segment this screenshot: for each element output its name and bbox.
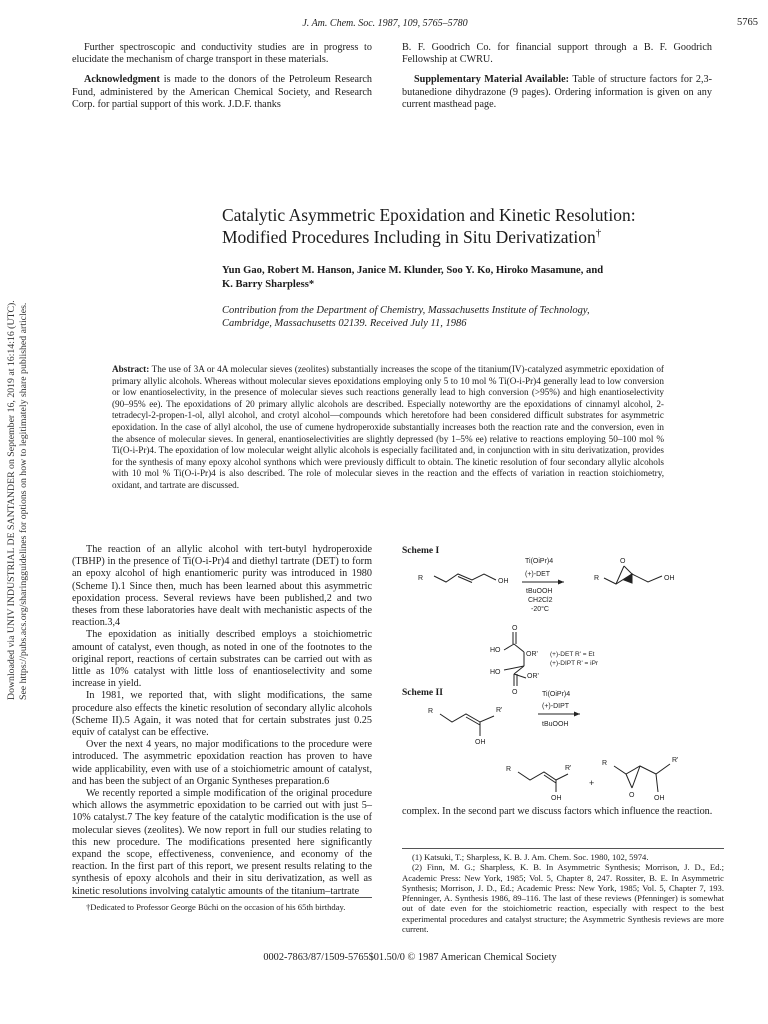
scheme-1-oh-left: OH	[498, 578, 509, 585]
footnote-2: (2) Finn, M. G.; Sharpless, K. B. In Asymmetric Synthesis; Morrison, J. D., Ed.; Academic Press: New York, 1985; Vol. 5, Chapter 8, 247. Rossiter, B. E. In Asymmetric Synthesis; Morrison, J. D., Ed.; Academic Press: New York, 1985; Vol. 5, Chapter 7, 193. Pfenninger, A. Synthesis 1986, 89–116. The last of these reviews (Pfenninger) is somewhat out of date even for the stoichiometric reaction, especially with respect to the best experimental procedures and catalyst structure; the Asymmetric Synthesis reviews are more current.	[402, 862, 724, 935]
scheme-2-oh-left: OH	[475, 739, 486, 746]
supplementary-heading: Supplementary Material Available:	[414, 74, 570, 86]
supplementary-paragraph	[402, 74, 712, 111]
tartrate-or-bottom: OR'	[527, 673, 539, 680]
affiliation	[222, 304, 722, 330]
dedication-dagger: †	[595, 227, 602, 240]
previous-article-end-left	[72, 42, 372, 119]
page-number: 5765	[737, 17, 758, 28]
scheme-1-reagent-ti: Ti(OiPr)4	[525, 558, 554, 565]
scheme-1-oh-right: OH	[664, 575, 675, 582]
body-paragraph-3: In 1981, we reported that, with slight modifications, the same procedure also effects the kinetic resolution of secondary allylic alcohols (Scheme II).5 Again, it was noted that for certain substrates just 0.25 equiv of catalyst can be effective.	[72, 690, 372, 739]
authors-line1: Yun Gao, Robert M. Hanson, Janice M. Klunder, Soo Y. Ko, Hiroko Masamune, and	[222, 265, 604, 276]
author-list	[222, 264, 712, 292]
previous-article-paragraph: Further spectroscopic and conductivity studies are in progress to elucidate the mechanism of charge transport in these materials.	[72, 42, 372, 66]
body-paragraph-5: We recently reported a simple modification of the original procedure which allows the asymmetric epoxidation to be carried out with just 5–10% catalyst.7 The key feature of the catalytic modification is the use of molecular sieves (zeolites). We now report in full our studies relating to this new procedure. The modifications presented here significantly expand the scope, effectiveness, convenience, and economy of the reaction. In the first part of this report, we present results relating to the synthesis of epoxy alcohols and their in situ derivatization, as well as kinetic resolutions involving catalytic amounts of the titanium–tartrate	[72, 788, 372, 897]
body-paragraph-4: Over the next 4 years, no major modifications to the procedure were introduced. The asymmetric epoxidation reaction has proven to have wide applicability, even with use of a stoichiometric amount of catalyst, and has been the subject of an Organic Syntheses preparation.6	[72, 739, 372, 787]
scheme-2-product-1-r: R	[506, 766, 512, 773]
download-notice	[6, 300, 29, 700]
scheme-2-arrowhead	[574, 712, 580, 717]
authors-line2: K. Barry Sharpless*	[222, 279, 315, 290]
tartrate-ho-bottom: HO	[490, 669, 501, 676]
fellowship-paragraph: B. F. Goodrich Co. for financial support through a B. F. Goodrich Fellowship at CWRU.	[402, 42, 712, 66]
footnotes	[402, 848, 724, 934]
scheme-1-epoxide-o: O	[620, 558, 626, 565]
scheme-2-product-2-oh: OH	[654, 795, 665, 802]
body-paragraph-1: The reaction of an allylic alcohol with tert-butyl hydroperoxide (TBHP) in the presence of Ti(O-i-Pr)4 and diethyl tartrate (DET) to form an epoxy alcohol of high enantiomeric purity was introduced in 1980 (Scheme I).1 Since then, much has been learned about this asymmetric epoxidation process. Several reviews have been published,2 and two theses from these laboratories have dealt with mechanistic aspects of the reaction.3,4	[72, 544, 372, 629]
scheme-2-product-1	[518, 772, 568, 792]
scheme-2-rprime-left: R'	[496, 707, 503, 714]
scheme-2-product-1-rprime: R'	[565, 765, 572, 772]
scheme-2-product-1-oh: OH	[551, 795, 562, 802]
reaction-schemes	[400, 552, 720, 802]
abstract	[112, 364, 664, 492]
download-notice-line2: See https://pubs.acs.org/sharingguidelines for options on how to legitimately share published articles.	[18, 302, 29, 700]
scheme-2-product-2-rprime: R'	[672, 757, 679, 764]
footnote-1: (1) Katsuki, T.; Sharpless, K. B. J. Am. Chem. Soc. 1980, 102, 5974.	[412, 852, 649, 862]
scheme-2-substrate	[440, 714, 494, 736]
article-title-line1: Catalytic Asymmetric Epoxidation and Kinetic Resolution:	[222, 205, 636, 225]
scheme-2-product-2-r: R	[602, 760, 608, 767]
tartrate-o-bottom: O	[512, 689, 518, 696]
scheme-2-plus: +	[589, 778, 595, 788]
scheme-2-product-2-o: O	[629, 792, 635, 799]
scheme-1-r-right: R	[594, 575, 600, 582]
acknowledgment-text: is made to the donors of the Petroleum Research Fund, administered by the American Chemical Society, and Research Corp. for partial support of this work. J.D.F. thanks	[72, 74, 373, 110]
scheme-2-label: Scheme II	[402, 688, 443, 698]
tartrate-dipt-label: (+)-DIPT R' = iPr	[550, 660, 599, 667]
scheme-1-reagent-solvent: CH2Cl2	[528, 597, 553, 604]
scheme-2-reagent-ti: Ti(OiPr)4	[542, 691, 571, 698]
previous-article-end-right	[402, 42, 712, 119]
article-title-line2: Modified Procedures Including in Situ Derivatization	[222, 227, 596, 247]
tartrate-or-top: OR'	[526, 651, 538, 658]
affiliation-line2: Cambridge, Massachusetts 02139. Received July 11, 1986	[222, 318, 467, 329]
dedication-footnote: †Dedicated to Professor George Büchi on the occasion of his 65th birthday.	[72, 897, 372, 912]
scheme-2-r-left: R	[428, 708, 434, 715]
scheme-2-product-2	[614, 764, 670, 792]
acknowledgment-paragraph	[72, 74, 372, 111]
tartrate-structure	[504, 632, 526, 686]
affiliation-line1: Contribution from the Department of Chemistry, Massachusetts Institute of Technology,	[222, 305, 590, 316]
scheme-1-arrowhead	[558, 580, 564, 585]
scheme-1-reagent-det: (+)-DET	[525, 571, 551, 578]
tartrate-o-top: O	[512, 625, 518, 632]
scheme-1-label: Scheme I	[402, 546, 440, 556]
running-header: J. Am. Chem. Soc. 1987, 109, 5765–5780	[302, 18, 468, 29]
acknowledgment-heading: Acknowledgment	[84, 74, 160, 86]
right-column-text: complex. In the second part we discuss factors which influence the reaction.	[402, 806, 713, 817]
abstract-text: The use of 3A or 4A molecular sieves (zeolites) substantially increases the scope of the titanium(IV)-catalyzed asymmetric epoxidation of primary allylic alcohols. Whereas without molecular sieves epoxidations employing only 5 to 10 mol % Ti(O-i-Pr)4 generally lead to low conversion or low enantioselectivity, in the presence of molecular sieves such reactions generally lead to high conversion (>95%) and high enantioselectivity (90–95% ee). The epoxidations of 20 primary allylic alcohols are described. Especially noteworthy are the epoxidations of cinnamyl alcohol, 2-tetradecyl-2-propen-1-ol, allyl alcohol, and crotyl alcohol—compounds which heretofore had been considered difficult substrates for asymmetric epoxidation. In the case of allyl alcohol, the use of cumene hydroperoxide substantially increases both the reaction rate and the conversion, even in the absence of molecular sieves. In general, enantioselectivities are slightly depressed (by 1–5% ee) relative to reactions employing 50–100 mol % Ti(O-i-Pr)4. The epoxidation of low molecular weight allylic alcohols is especially facilitated and, in conjunction with in situ derivatization, provides for the synthesis of many epoxy alcohol synthons which were previously difficult to obtain. The kinetic resolution of four secondary allylic alcohols with 10 mol % Ti(O-i-Pr)4 is also described. The role of molecular sieves in the reaction and the effects of variation in reaction stoichiometry, oxidant, and tartrate are discussed.	[112, 364, 664, 490]
scheme-1-epoxide-product	[604, 566, 662, 584]
tartrate-det-label: (+)-DET R' = Et	[550, 651, 595, 658]
body-left-column	[72, 544, 372, 898]
scheme-1-r-left: R	[418, 575, 424, 582]
download-notice-line1: Downloaded via UNIV INDUSTRIAL DE SANTANDER on September 16, 2019 at 16:14:16 (UTC).	[6, 300, 17, 700]
abstract-label: Abstract:	[112, 364, 150, 374]
tartrate-ho-top: HO	[490, 647, 501, 654]
copyright-line: 0002-7863/87/1509-5765$01.50/0 © 1987 American Chemical Society	[263, 952, 557, 963]
scheme-1-substrate	[434, 574, 496, 583]
scheme-1-reagent-temp: -20°C	[531, 606, 549, 613]
scheme-2-reagent-tbhp: tBuOOH	[542, 721, 569, 728]
body-paragraph-2: The epoxidation as initially described employs a stoichiometric amount of catalyst, even though, as noted in one of the footnotes to the original report, reactions of certain substrates can be carried out with as little as 10% catalyst with little loss of enantioselectivity and some increase in yield.	[72, 629, 372, 690]
scheme-2-reagent-dipt: (+)-DIPT	[542, 703, 570, 710]
scheme-1-reagent-tbhp: tBuOOH	[526, 588, 553, 595]
supplementary-text: Table of structure factors for 2,3-butanedione dihydrazone (9 pages). Ordering information is given on any current masthead page.	[402, 74, 712, 110]
article-title	[222, 204, 722, 248]
